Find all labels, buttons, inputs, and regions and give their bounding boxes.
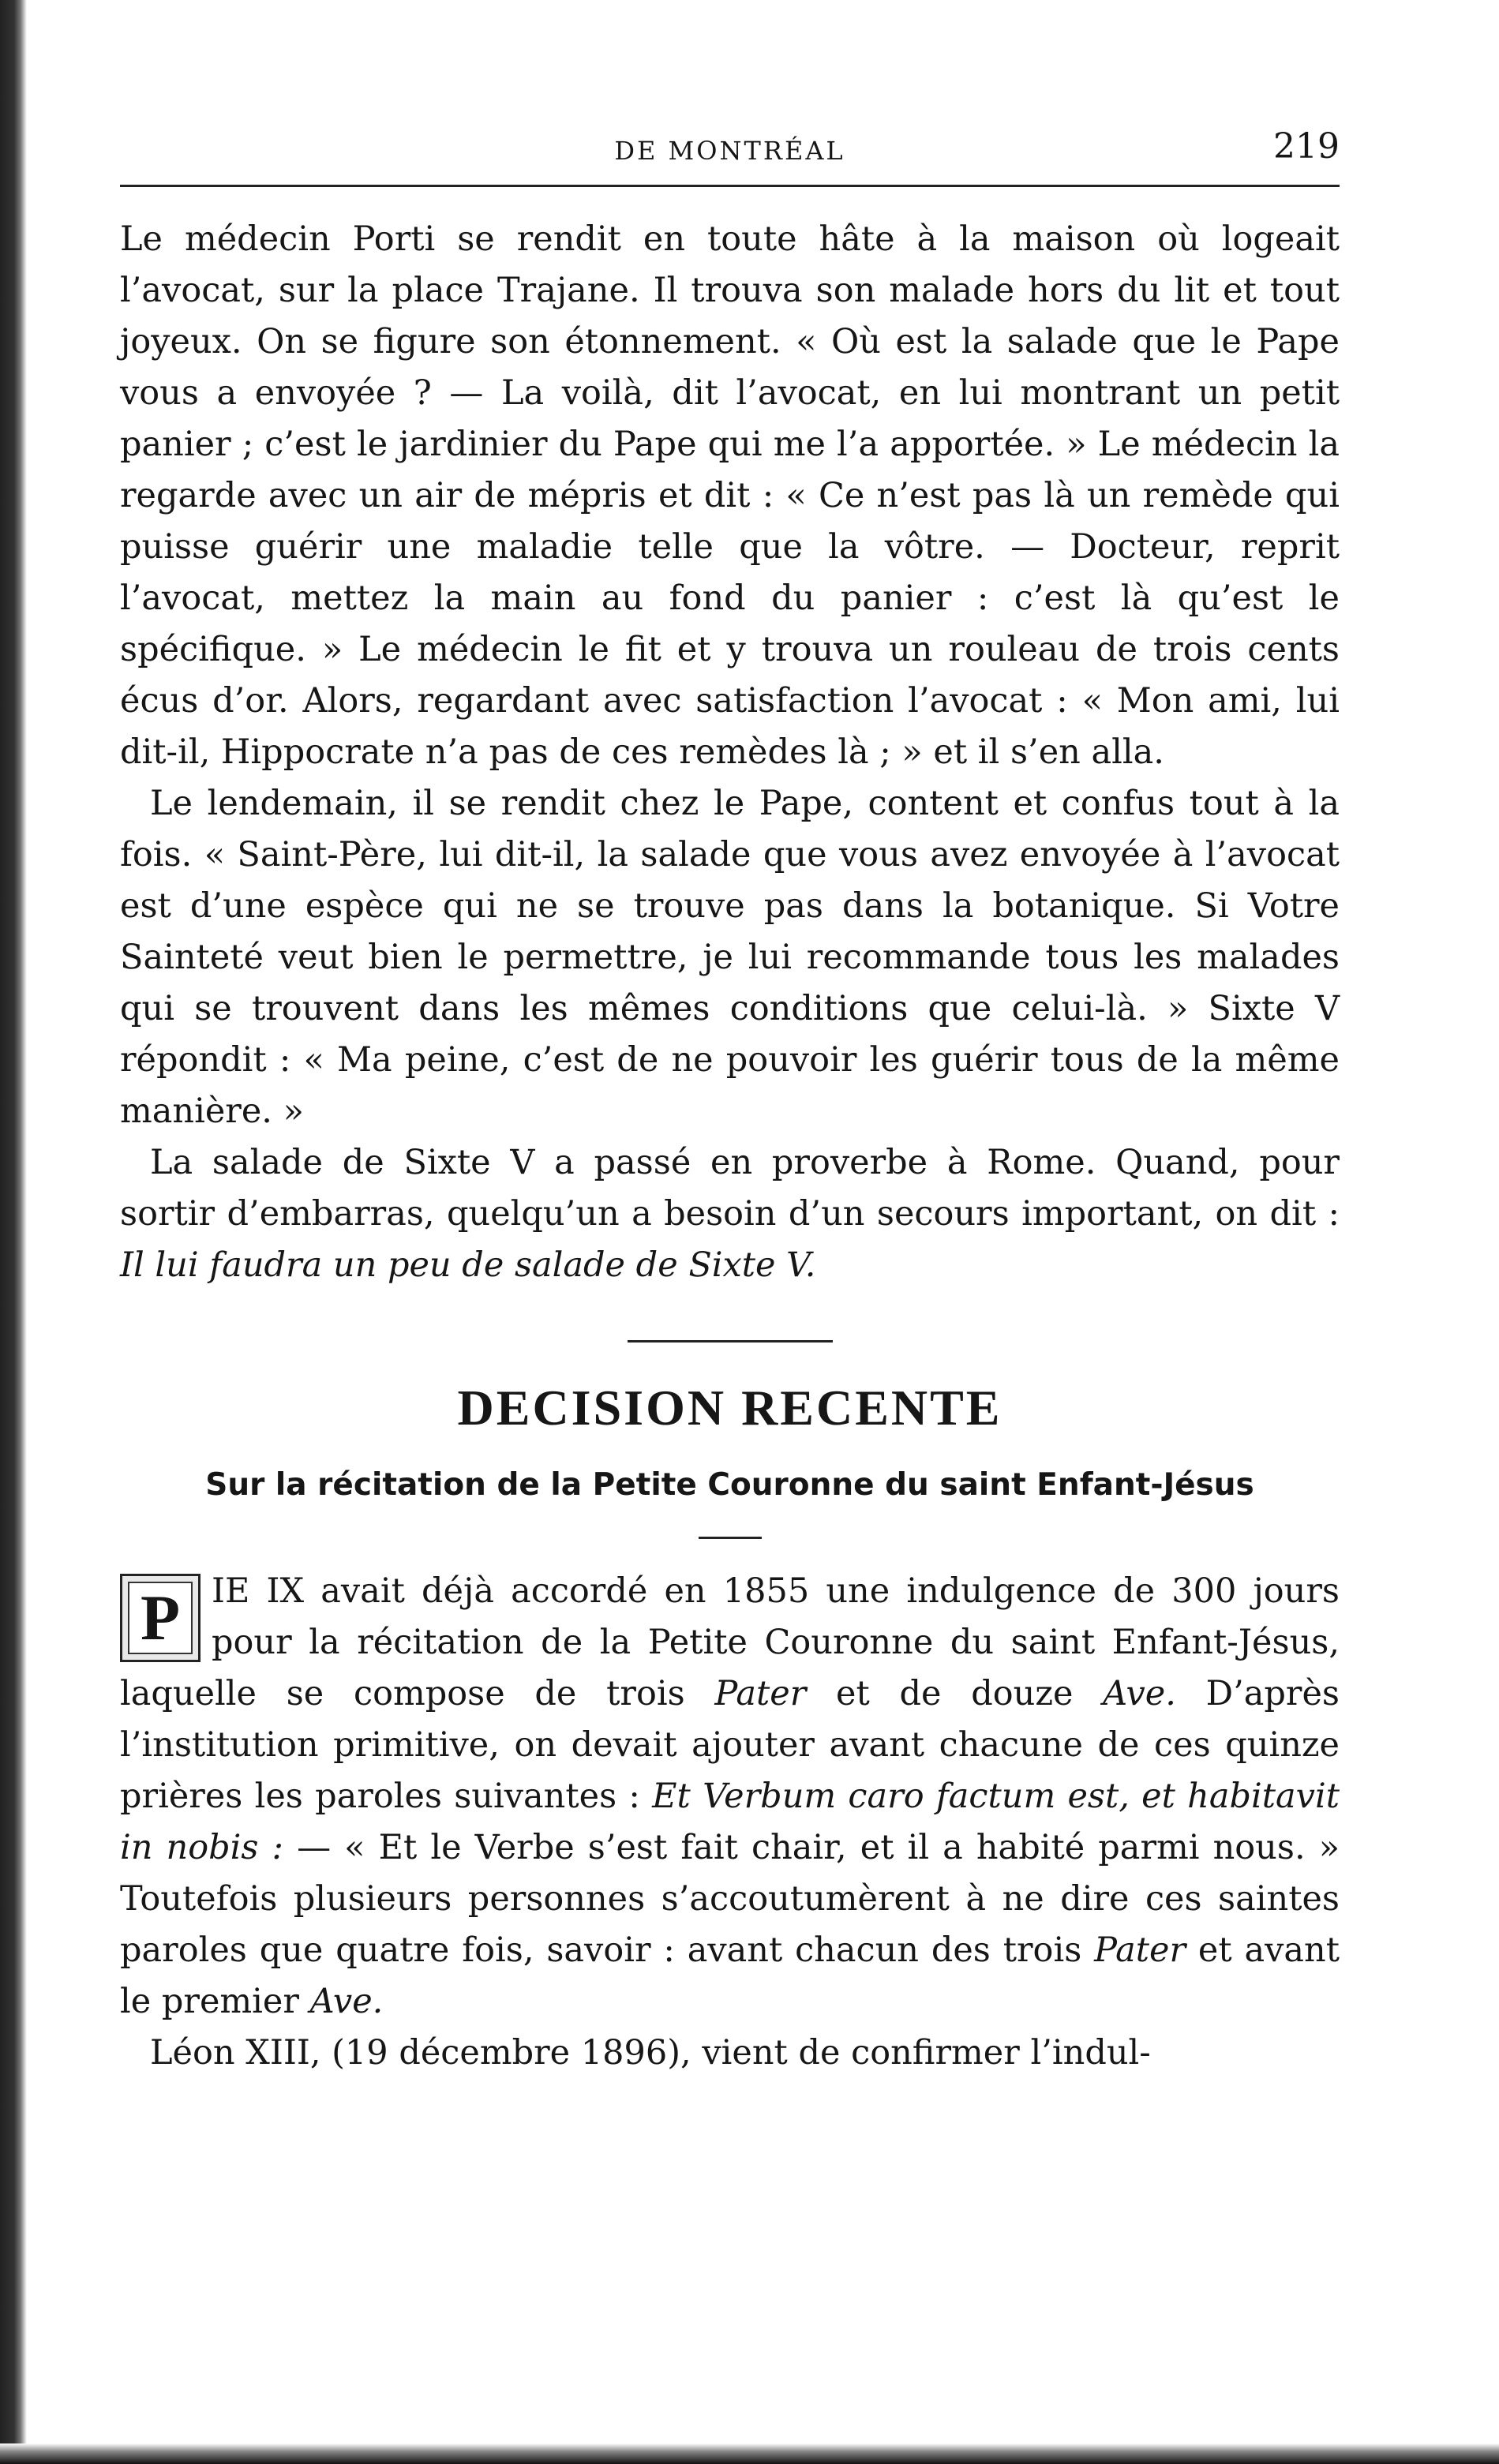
section-separator-rule (628, 1340, 833, 1342)
section-paragraph-2 (120, 2028, 1340, 2079)
page-bottom-edge (0, 2443, 1499, 2464)
binding-gutter (0, 0, 27, 2464)
ornamental-dropcap (120, 1574, 200, 1662)
section-title: DECISION RECENTE (457, 1380, 1002, 1436)
dropcap-letter: P (128, 1582, 193, 1654)
running-title: DE MONTRÉAL (614, 136, 845, 166)
story-paragraph-3-text: La salade de Sixte V a passé en proverbe à Rome. Quand, pour sortir d’embarras, quelqu’un a besoin d’un secours important, on dit : (120, 1143, 1340, 1234)
section-p1-c: D’après l’institution primitive, on devait ajouter avant chacune de ces quinze prières les paroles suivantes : (120, 1674, 1340, 1816)
story-paragraph-1-text: Le médecin Porti se rendit en toute hâte à la maison où logeait l’avocat, sur la place Trajane. Il trouva son malade hors du lit et tout joyeux. On se figure son étonnement. « Où est la salade que le Pape vous a envoyée ? — La voilà, dit l’avocat, en lui montrant un petit panier ; c’est le jardinier du Pape qui me l’a apportée. » Le médecin la regarde avec un air de mépris et dit : « Ce n’est pas là un remède qui puisse guérir une maladie telle que la vôtre. — Docteur, reprit l’avocat, mettez la main au fond du panier : c’est là qu’est le spécifique. » Le médecin le fit et y trouva un rouleau de trois cents écus d’or. Alors, regardant avec satisfaction l’avocat : « Mon ami, lui dit-il, Hippocrate n’a pas de ces remèdes là ; » et il s’en alla. (120, 219, 1340, 772)
section-p1-italic-4: Pater (1094, 1930, 1186, 1970)
section-p1-e: et avant le premier (120, 1930, 1340, 2021)
section-p1-italic-3: Et Verbum caro factum est, et habitavit in nobis : (120, 1777, 1340, 1867)
header-rule (120, 185, 1340, 187)
page-number: 219 (1273, 126, 1340, 167)
story-paragraph-1 (120, 214, 1340, 778)
section-paragraph-1 (120, 1566, 1340, 2028)
section-p2-text: Léon XIII, (19 décembre 1896), vient de confirmer l’indul- (150, 2033, 1151, 2073)
section-p1-b: et de douze (806, 1674, 1104, 1713)
section-p1-italic-5: Ave. (309, 1982, 384, 2021)
story-paragraph-2-text: Le lendemain, il se rendit chez le Pape, content et confus tout à la fois. « Saint-Père, lui dit-il, la salade que vous avez envoyée à l’avocat est d’une espèce qui ne se trouve pas dans la botanique. Si Votre Sainteté veut bien le permettre, je lui recommande tous les malades qui se trouvent dans les mêmes conditions que celui-là. » Sixte V répondit : « Ma peine, c’est de ne pouvoir les guérir tous de la même manière. » (120, 784, 1340, 1131)
story-paragraph-2 (120, 778, 1340, 1137)
subtitle-rule (699, 1537, 762, 1539)
section-p1-a: IE IX avait déjà accordé en 1855 une indulgence de 300 jours pour la récitation de la Petite Couronne du saint Enfant-Jésus, laquelle se compose de trois (120, 1571, 1340, 1713)
section-p1-italic-2: Ave. (1103, 1674, 1176, 1713)
section-p1-italic-1: Pater (714, 1674, 807, 1713)
story-paragraph-3 (120, 1137, 1340, 1291)
section-p1-d: — « Et le Verbe s’est fait chair, et il a habité parmi nous. » Toutefois plusieurs personnes s’accoutumèrent à ne dire ces saintes paroles que quatre fois, savoir : avant chacun des trois (120, 1828, 1340, 1970)
book-page (120, 110, 1340, 2079)
running-head (120, 110, 1340, 174)
section-subtitle: Sur la récitation de la Petite Couronne du saint Enfant-Jésus (205, 1467, 1254, 1503)
proverb-italic: Il lui faudra un peu de salade de Sixte V. (120, 1245, 816, 1285)
